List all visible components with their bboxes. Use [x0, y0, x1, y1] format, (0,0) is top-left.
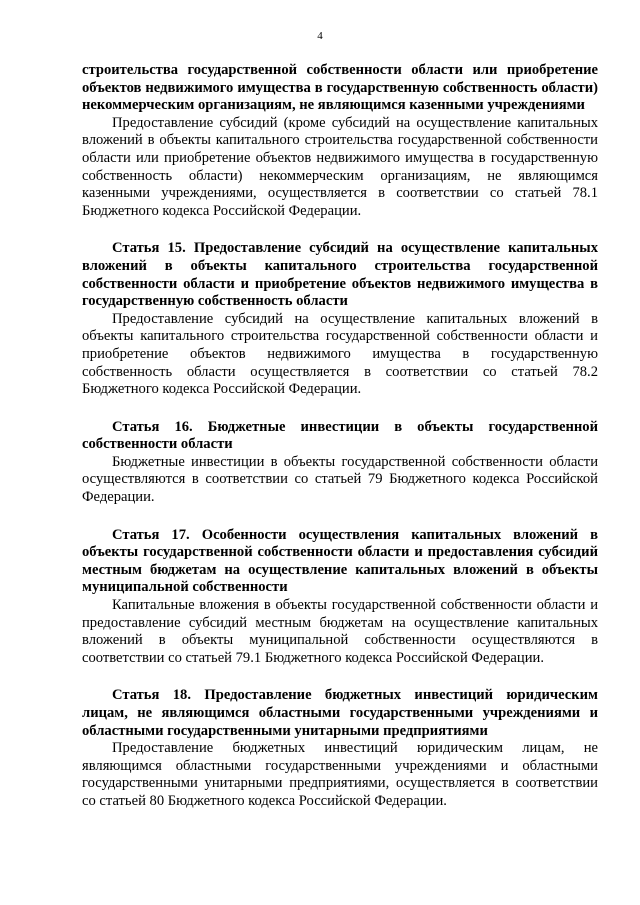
- document-body: [82, 62, 598, 811]
- article-15-heading: Статья 15. Предоставление субсидий на осуществление капитальных вложений в объекты капитального строительства государственной собственности области и приобретение объектов недвижимого имущества в государственную собственность области: [82, 240, 598, 310]
- section-heading-continuation: строительства государственной собственности области или приобретение объектов недвижимого имущества в государственную собственность области) некоммерческим организациям, не являющимся казенными учреждениями: [82, 62, 598, 114]
- section-continuation: [82, 62, 598, 220]
- section-article-15: [82, 240, 598, 398]
- section-article-16: [82, 419, 598, 507]
- page-number: 4: [317, 30, 323, 42]
- article-17-paragraph: Капитальные вложения в объекты государственной собственности области и предоставление субсидий местным бюджетам на осуществление капитальных вложений в объекты муниципальной собственности осуществляются в соответствии со статьей 79.1 Бюджетного кодекса Российской Федерации.: [82, 597, 598, 666]
- article-16-paragraph: Бюджетные инвестиции в объекты государственной собственности области осуществляются в соответствии со статьей 79 Бюджетного кодекса Российской Федерации.: [82, 453, 598, 506]
- section-article-17: [82, 527, 598, 668]
- section-article-18: [82, 687, 598, 810]
- section-paragraph-continuation: Предоставление субсидий (кроме субсидий на осуществление капитальных вложений в объекты капитального строительства государственной собственности области или приобретение объектов недвижимого имущества в государственную собственность области) некоммерческим организациям, не являющимся казенными учреждениями, осуществляется в соответствии со статьей 78.1 Бюджетного кодекса Российской Федерации.: [82, 114, 598, 219]
- article-18-paragraph: Предоставление бюджетных инвестиций юридическим лицам, не являющимся областными государственными учреждениями и областными государственными унитарными предприятиями, осуществляется в соответствии со статьей 80 Бюджетного кодекса Российской Федерации.: [82, 740, 598, 809]
- article-18-heading: Статья 18. Предоставление бюджетных инвестиций юридическим лицам, не являющимся областными государственными учреждениями и областными государственными унитарными предприятиями: [82, 687, 598, 739]
- article-16-heading: Статья 16. Бюджетные инвестиции в объекты государственной собственности области: [82, 418, 598, 453]
- article-15-paragraph: Предоставление субсидий на осуществление капитальных вложений в объекты капитального строительства государственной собственности области и приобретение объектов недвижимого имущества в государственную собственность области осуществляется в соответствии со статьей 78.2 Бюджетного кодекса Российской Федерации.: [82, 310, 598, 398]
- article-17-heading: Статья 17. Особенности осуществления капитальных вложений в объекты государственной собственности области и предоставления субсидий местным бюджетам на осуществление капитальных вложений в объекты муниципальной собственности: [82, 526, 598, 596]
